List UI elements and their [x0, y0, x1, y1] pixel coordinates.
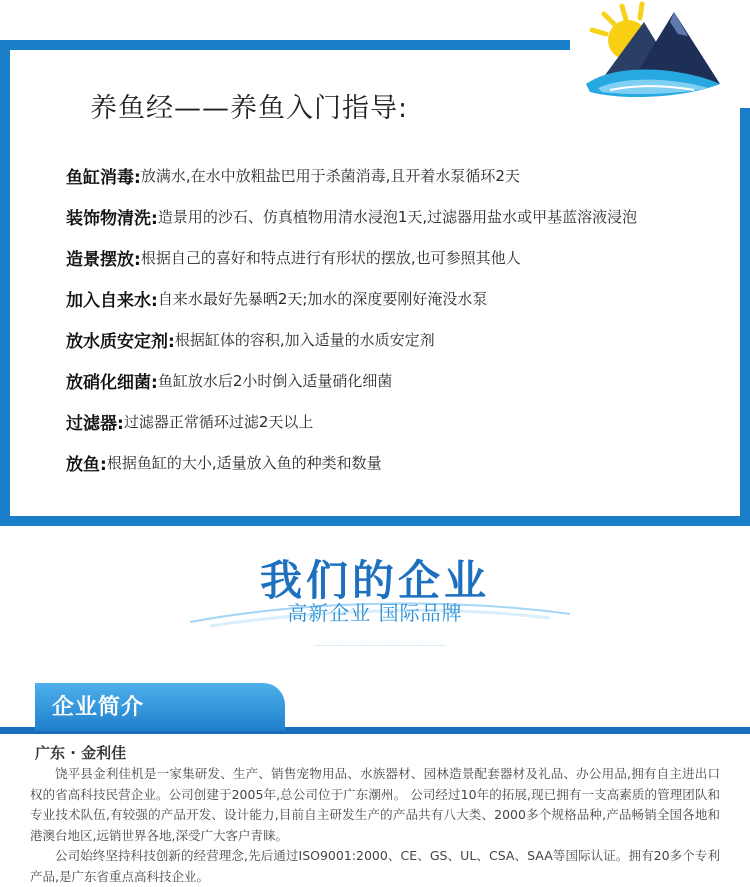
guide-item-value: 根据鱼缸的大小,适量放入鱼的种类和数量: [106, 454, 382, 472]
guide-item: [66, 196, 637, 237]
guide-item-key: 过滤器:: [66, 414, 124, 434]
guide-title: 养鱼经——养鱼入门指导:: [90, 93, 409, 124]
guide-item: [66, 237, 637, 278]
company-intro-text: [30, 764, 720, 887]
guide-item-key: 放鱼:: [66, 455, 107, 475]
guide-item-key: 放硝化细菌:: [66, 373, 158, 393]
guide-panel: [0, 40, 750, 526]
guide-item: [66, 278, 637, 319]
company-subtitle: 高新企业 国际品牌: [287, 601, 463, 625]
guide-item: [66, 155, 637, 196]
guide-item: [66, 442, 637, 483]
guide-item: [66, 401, 637, 442]
guide-item-key: 造景摆放:: [66, 250, 141, 270]
intro-paragraph: 公司始终坚持科技创新的经营理念,先后通过ISO9001:2000、CE、GS、UL、CSA、SAA等国际认证。拥有20多个专利产品,是广东省重点高科技企业。: [30, 848, 720, 884]
guide-item-value: 放满水,在水中放粗盐巴用于杀菌消毒,且开着水泵循环2天: [140, 167, 520, 185]
guide-item-value: 鱼缸放水后2小时倒入适量硝化细菌: [157, 372, 393, 390]
brand-name: 广东 · 金利佳: [35, 744, 127, 762]
guide-item: [66, 360, 637, 401]
guide-item-value: 过滤器正常循环过滤2天以上: [123, 413, 314, 431]
guide-item-key: 装饰物清洗:: [66, 209, 158, 229]
decorative-fine-print: ········································································································: [313, 643, 447, 648]
guide-item-value: 根据缸体的容积,加入适量的水质安定剂: [174, 331, 435, 349]
section-header-title: 企业简介: [52, 695, 145, 720]
guide-item-value: 根据自己的喜好和特点进行有形状的摆放,也可参照其他人: [140, 249, 521, 267]
mountain-sun-logo-icon: [570, 0, 750, 108]
guide-item-key: 加入自来水:: [66, 291, 158, 311]
guide-item-key: 鱼缸消毒:: [66, 168, 141, 188]
guide-list: [66, 155, 637, 483]
guide-item-value: 自来水最好先暴晒2天;加水的深度要刚好淹没水泵: [157, 290, 488, 308]
guide-item-value: 造景用的沙石、仿真植物用清水浸泡1天,过滤器用盐水或甲基蓝溶液浸泡: [157, 208, 638, 226]
guide-item-key: 放水质安定剂:: [66, 332, 175, 352]
intro-paragraph: 饶平县金利佳机是一家集研发、生产、销售宠物用品、水族器材、园林造景配套器材及礼品、办公用品,拥有自主进出口权的省高科技民营企业。公司创建于2005年,总公司位于广东潮州。 公司经过10年的拓展,现已拥有一支高素质的管理团队和专业技术队伍,有较强的产品开发、设计能力,目前自主研发生产的产品共有八大类、2000多个规格品种,产品畅销全国各地和港澳台地区,远销世界各地,深受广大客户青睐。: [30, 766, 720, 843]
company-title: 我们的企业: [259, 556, 490, 605]
guide-item: [66, 319, 637, 360]
